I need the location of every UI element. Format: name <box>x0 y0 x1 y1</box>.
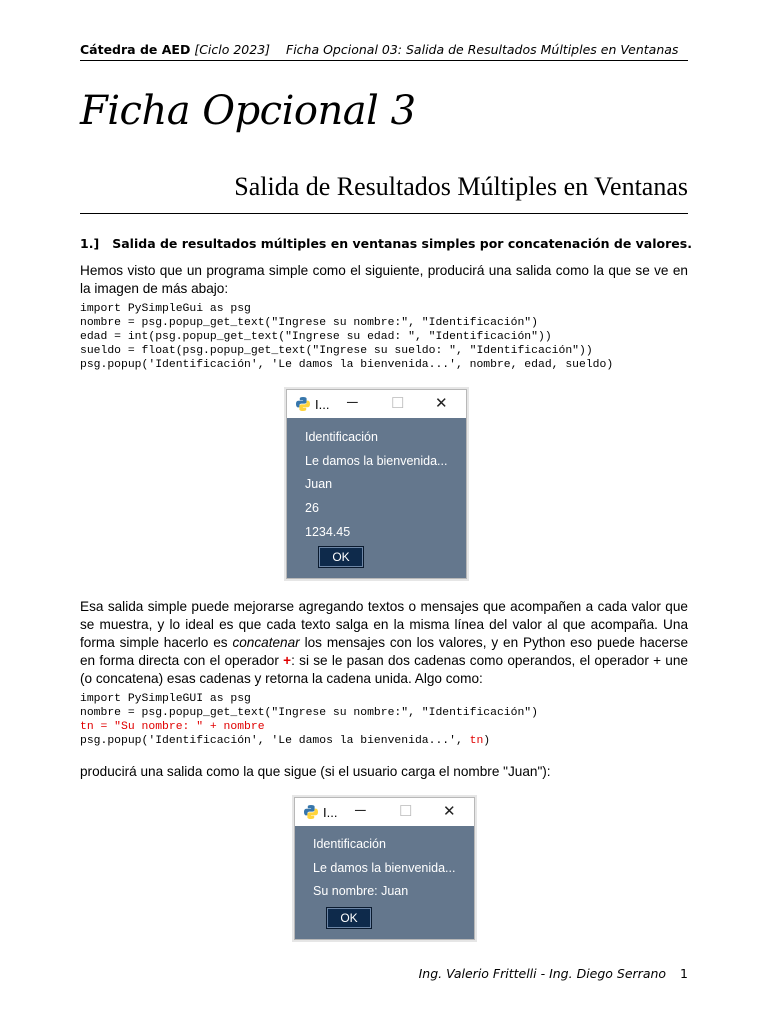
paragraph-text: los mensajes con los valores, y en Python eso puede hacerse en forma directa con el operador <box>80 635 688 668</box>
sheet-topic: Salida de Resultados Múltiples en Ventanas <box>406 42 679 57</box>
operator-symbol: + <box>283 653 292 668</box>
concatenation-paragraph <box>80 598 688 688</box>
code-line-highlighted: tn = "Su nombre: " + nombre <box>80 721 265 733</box>
page-footer <box>80 966 688 981</box>
popup-line: Identificación <box>313 837 386 851</box>
popup-line: 26 <box>305 501 319 515</box>
code-line: sueldo = float(psg.popup_get_text("Ingrese su sueldo: ", "Identificación")) <box>80 345 593 357</box>
section-number: 1.] <box>80 236 100 251</box>
window-title: I... <box>315 397 330 412</box>
popup-line: Juan <box>305 477 333 491</box>
window-titlebar <box>287 390 466 418</box>
code-token: ) <box>483 735 491 747</box>
python-logo-icon <box>295 396 311 412</box>
ok-button[interactable]: OK <box>326 907 372 929</box>
popup-line: Le damos la bienvenida... <box>313 861 456 875</box>
result-paragraph: producirá una salida como la que sigue (si el usuario carga el nombre "Juan"): <box>80 764 551 779</box>
course-name: Cátedra de AED <box>80 42 191 57</box>
paragraph-text: : si se le pasan dos cadenas como operandos, el operador + une (o concatena) esas cadenas y retorna la cadena unida. Algo como: <box>80 653 688 686</box>
code-token-highlighted: tn <box>469 735 484 747</box>
close-icon[interactable]: ✕ <box>435 395 448 412</box>
popup-window-2 <box>294 797 475 940</box>
code-line: import PySimpleGui as psg <box>80 303 251 315</box>
sheet-number: Ficha Opcional 03: <box>286 42 403 57</box>
maximize-icon[interactable]: ☐ <box>391 395 405 412</box>
window-titlebar <box>295 798 474 826</box>
code-line: psg.popup('Identificación', 'Le damos la bienvenida...', nombre, edad, sueldo) <box>80 359 614 371</box>
popup-line: Identificación <box>305 430 378 444</box>
page-subtitle: Salida de Resultados Múltiples en Ventanas <box>234 172 688 201</box>
paragraph-text: Esa salida simple puede mejorarse agregando textos o mensajes que acompañen a cada valor que se muestra, y lo ideal es que cada texto salga en la misma línea del valor al que acompaña. Una forma simple hacerlo es <box>80 599 688 650</box>
code-block-2 <box>80 692 538 748</box>
page-header <box>80 40 688 61</box>
footer-authors: Ing. Valerio Frittelli - Ing. Diego Serrano <box>418 966 667 981</box>
section-title: Salida de resultados múltiples en ventanas simples por concatenación de valores. <box>112 236 692 251</box>
code-line: psg.popup('Identificación', 'Le damos la bienvenida...', <box>80 735 470 747</box>
page-number: 1 <box>680 966 688 981</box>
window-title: I... <box>323 805 338 820</box>
code-block-1 <box>80 302 613 372</box>
popup-line: Su nombre: Juan <box>313 884 409 898</box>
close-icon[interactable]: ✕ <box>443 803 456 820</box>
maximize-icon[interactable]: ☐ <box>399 803 413 820</box>
course-cycle: [Ciclo 2023] <box>194 42 271 57</box>
python-logo-icon <box>303 804 319 820</box>
subtitle-divider <box>80 213 688 214</box>
minimize-icon[interactable]: ─ <box>355 802 366 819</box>
section-heading <box>80 236 692 251</box>
intro-paragraph: Hemos visto que un programa simple como el siguiente, producirá una salida como la que se ve en la imagen de más abajo: <box>80 263 688 296</box>
minimize-icon[interactable]: ─ <box>347 394 358 411</box>
popup-line: Le damos la bienvenida... <box>305 454 448 468</box>
code-line: import PySimpleGUI as psg <box>80 693 251 705</box>
popup-window-1 <box>286 389 467 579</box>
popup-line: 1234.45 <box>305 525 351 539</box>
code-line: edad = int(psg.popup_get_text("Ingrese su edad: ", "Identificación")) <box>80 331 552 343</box>
code-line: nombre = psg.popup_get_text("Ingrese su nombre:", "Identificación") <box>80 707 538 719</box>
page-title: Ficha Opcional 3 <box>80 88 416 134</box>
emphasis-text: concatenar <box>232 635 300 650</box>
code-line: nombre = psg.popup_get_text("Ingrese su nombre:", "Identificación") <box>80 317 538 329</box>
ok-button[interactable]: OK <box>318 546 364 568</box>
